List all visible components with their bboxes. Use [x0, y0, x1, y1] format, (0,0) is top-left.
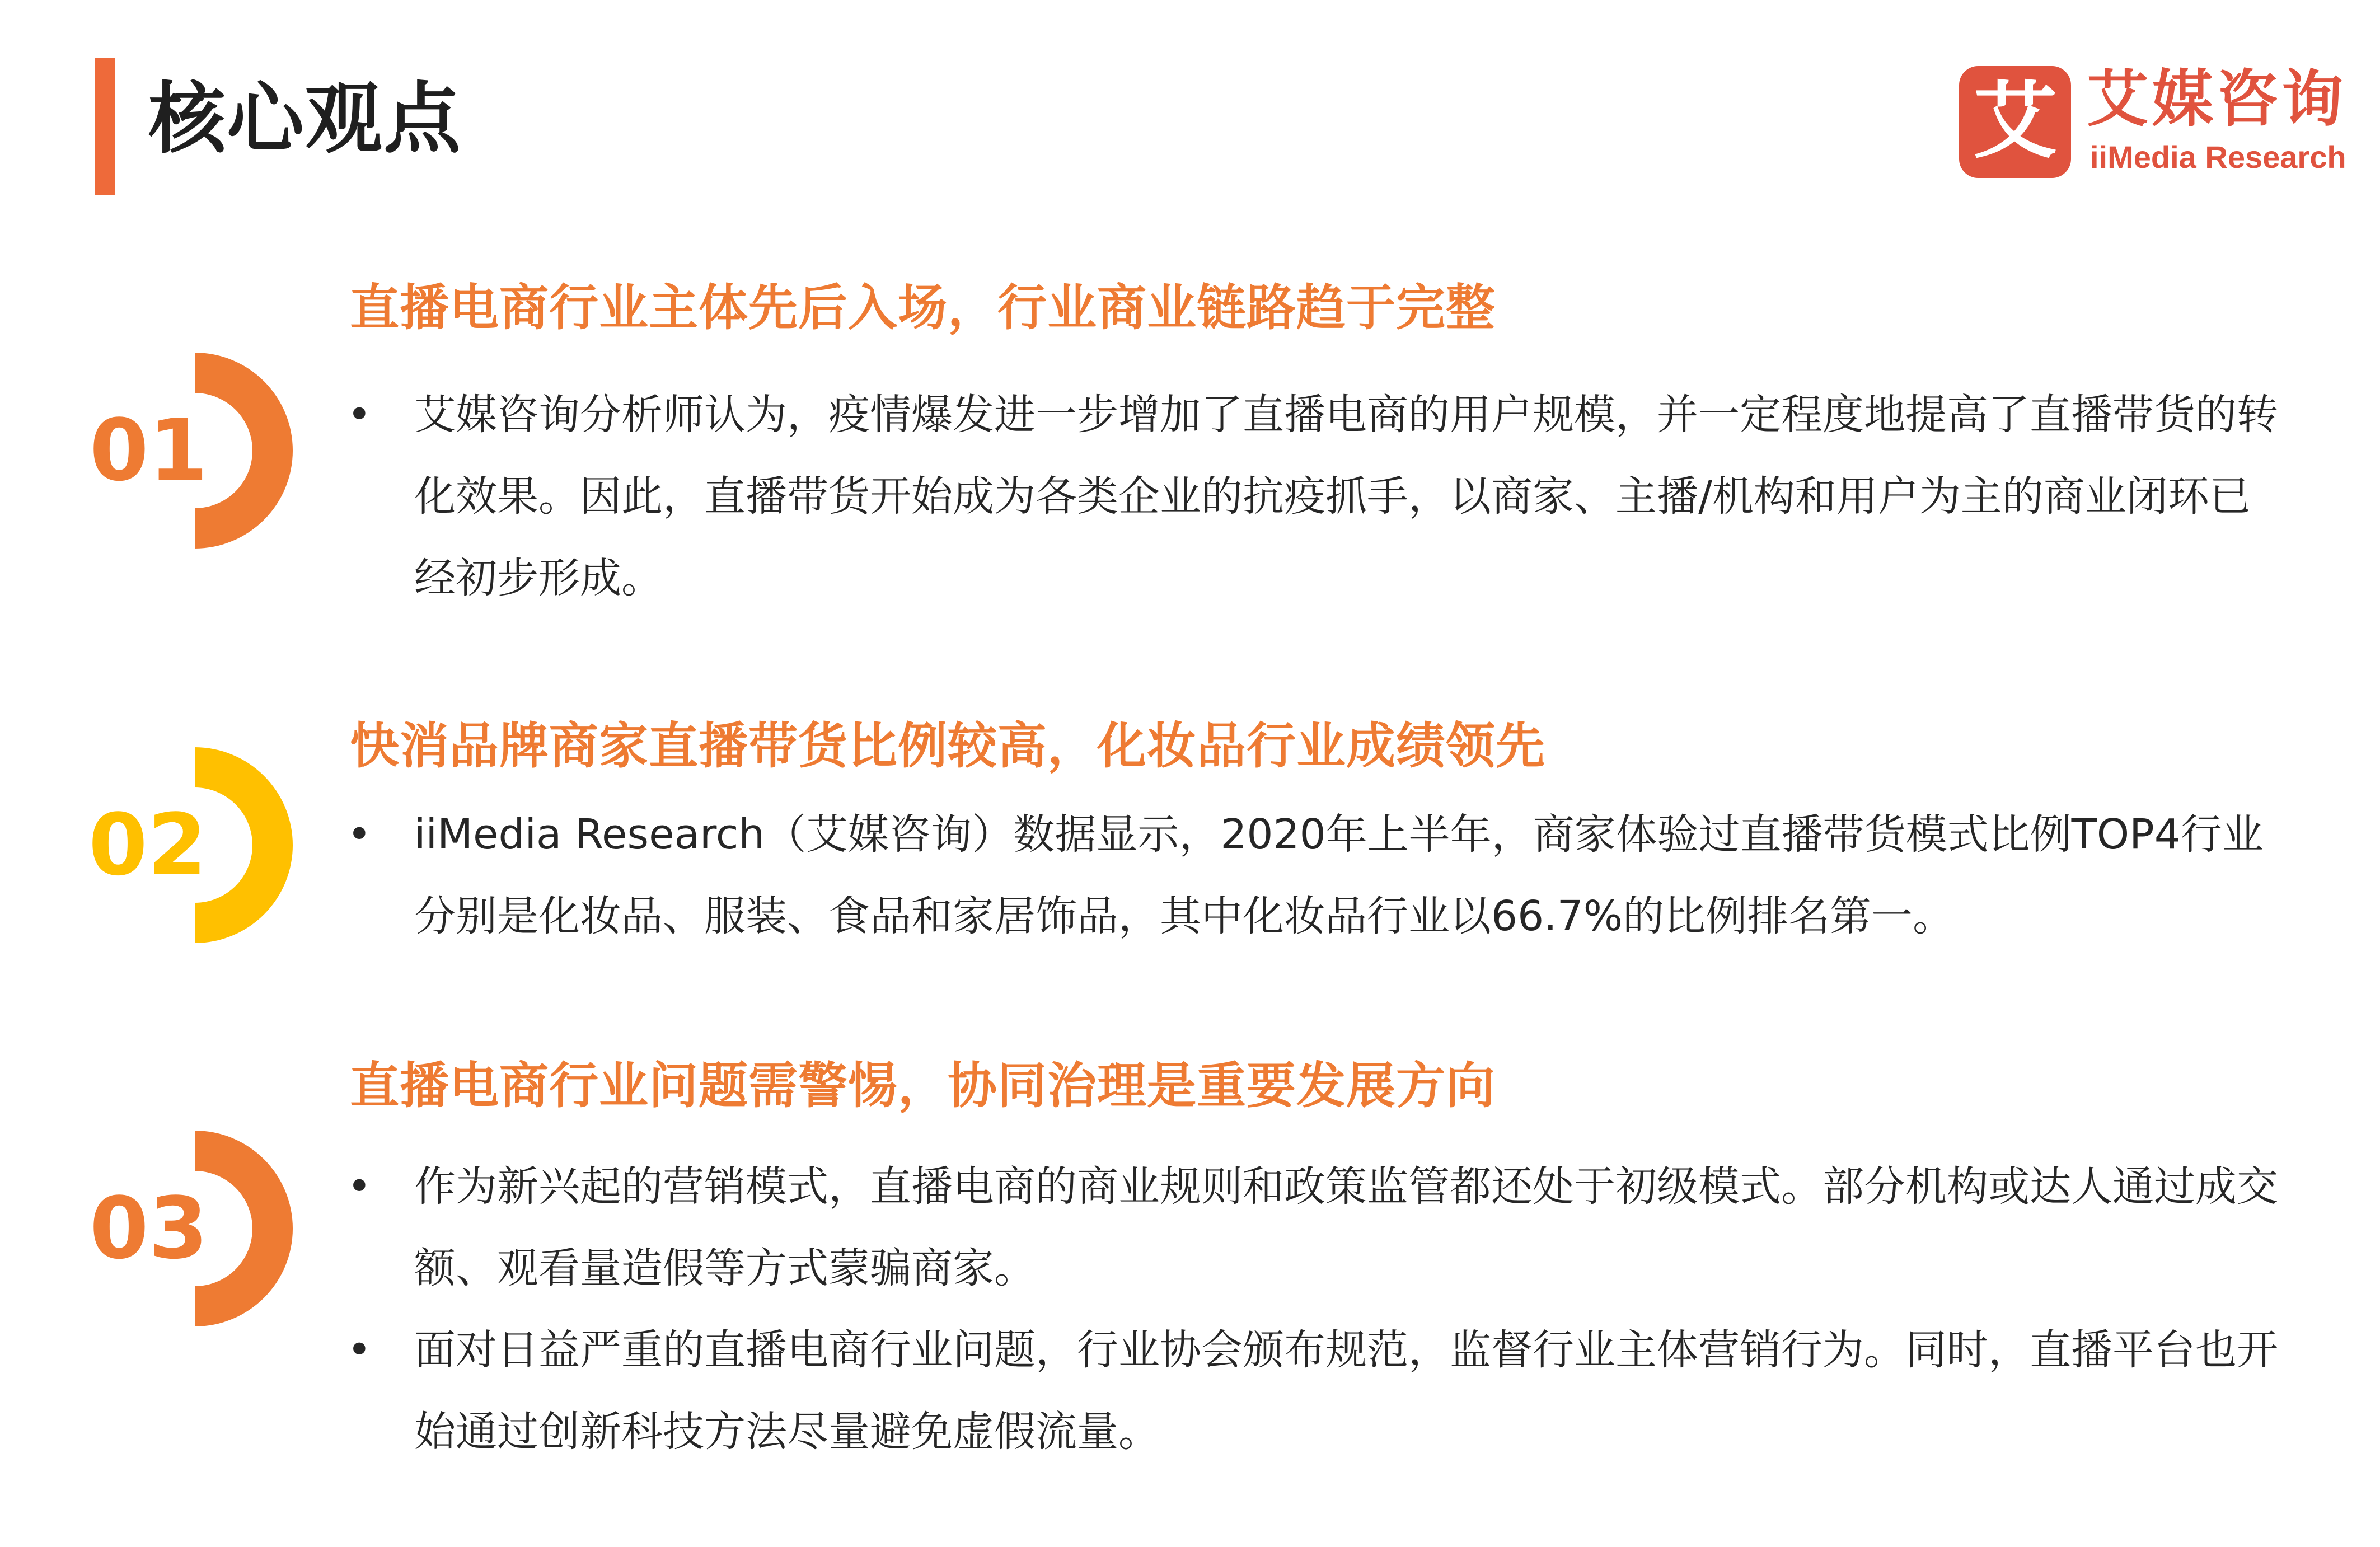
bullet-text: 作为新兴起的营销模式，直播电商的商业规则和政策监管都还处于初级模式。部分机构或达人通过成交额、观看量造假等方式蒙骗商家。 [414, 1162, 2278, 1292]
bullet-item [347, 1146, 2278, 1309]
bullet-dot-icon: • [347, 1162, 372, 1211]
logo-name-cn: 艾媒咨询 [2087, 63, 2346, 135]
section-heading: 直播电商行业主体先后入场，行业商业链路趋于完整 [350, 279, 1496, 336]
section-number: 01 [90, 401, 208, 500]
bullet-list [347, 1146, 2278, 1473]
bullet-dot-icon: • [347, 1326, 372, 1374]
bullet-item [347, 374, 2278, 619]
bullet-list [347, 794, 2278, 957]
bullet-list [347, 374, 2278, 619]
page-title: 核心观点 [148, 74, 462, 164]
bullet-item [347, 794, 2278, 957]
section-heading: 快消品牌商家直播带货比例较高，化妆品行业成绩领先 [350, 717, 1546, 775]
brand-logo [1959, 63, 2346, 178]
bullet-dot-icon: • [347, 391, 372, 439]
section-number: 03 [90, 1179, 208, 1278]
bullet-dot-icon: • [347, 810, 372, 859]
number-badge [73, 353, 297, 549]
bullet-text: iiMedia Research（艾媒咨询）数据显示，2020年上半年，商家体验过直播带货模式比例TOP4行业分别是化妆品、服装、食品和家居饰品，其中化妆品行业以66.7%的比例排名第一。 [414, 810, 2264, 940]
bullet-item [347, 1309, 2278, 1473]
bullet-text: 面对日益严重的直播电商行业问题，行业协会颁布规范，监督行业主体营销行为。同时，直播平台也开始通过创新科技方法尽量避免虚假流量。 [414, 1326, 2278, 1456]
number-badge [73, 1131, 297, 1326]
logo-mark-char: 艾 [1973, 73, 2058, 170]
title-accent-bar [95, 58, 115, 195]
bullet-text: 艾媒咨询分析师认为，疫情爆发进一步增加了直播电商的用户规模，并一定程度地提高了直播带货的转化效果。因此，直播带货开始成为各类企业的抗疫抓手，以商家、主播/机构和用户为主的商业闭环已经初步形成。 [414, 391, 2278, 602]
section-heading: 直播电商行业问题需警惕，协同治理是重要发展方向 [350, 1057, 1496, 1114]
logo-name-en: iiMedia Research [2090, 139, 2346, 175]
number-badge [73, 747, 297, 943]
section-number: 02 [88, 795, 207, 894]
logo-mark-icon [1959, 66, 2071, 178]
